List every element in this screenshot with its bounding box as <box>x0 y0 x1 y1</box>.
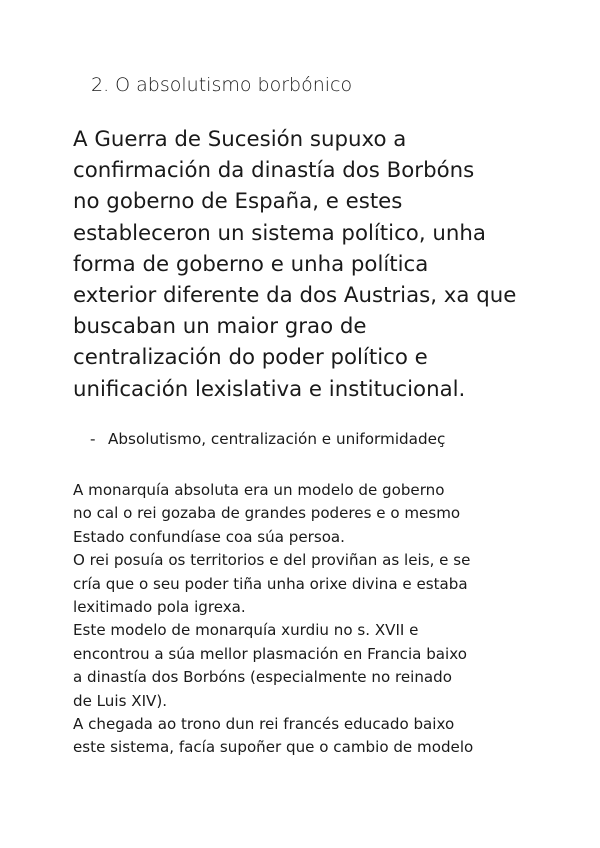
lead-line: confirmación da dinastía dos Borbóns <box>73 158 475 184</box>
bullet-text: Absolutismo, centralización e uniformidadeç <box>108 430 446 448</box>
lead-line: centralización do poder político e <box>73 345 428 371</box>
body-line: cría que o seu poder tiña unha orixe divina e estaba <box>73 574 468 593</box>
lead-line: A Guerra de Sucesión supuxo a <box>73 127 407 152</box>
lead-line: estableceron un sistema político, unha <box>73 220 486 246</box>
lead-line: buscaban un maior grao de <box>73 314 367 340</box>
body-line: Estado confundíase coa súa persoa. <box>73 527 345 546</box>
body-line: O rei posuía os territorios e del proviñan as leis, e se <box>73 551 471 570</box>
section-heading: 2. O absolutismo borbónico <box>91 74 353 96</box>
body-line: A chegada ao trono dun rei francés educado baixo <box>73 715 455 734</box>
body-line: este sistema, facía supoñer que o cambio de modelo <box>73 738 474 757</box>
bullet-item <box>90 428 445 450</box>
bullet-marker: - <box>90 430 96 448</box>
body-line: Este modelo de monarquía xurdiu no s. XVII e <box>73 621 419 640</box>
body-line: a dinastía dos Borbóns (especialmente no reinado <box>73 668 452 687</box>
body-line: A monarquía absoluta era un modelo de goberno <box>73 481 445 499</box>
body-paragraph <box>73 479 573 760</box>
body-line: no cal o rei gozaba de grandes poderes e o mesmo <box>73 504 461 523</box>
lead-line: unificación lexislativa e institucional. <box>73 376 466 402</box>
body-line: de Luis XIV). <box>73 691 168 710</box>
lead-paragraph <box>73 124 573 405</box>
body-line: lexitimado pola igrexa. <box>73 598 246 617</box>
lead-line: no goberno de España, e estes <box>73 189 403 215</box>
body-line: encontrou a súa mellor plasmación en Francia baixo <box>73 644 467 663</box>
lead-line: exterior diferente da dos Austrias, xa que <box>73 283 517 309</box>
lead-line: forma de goberno e unha política <box>73 251 429 277</box>
